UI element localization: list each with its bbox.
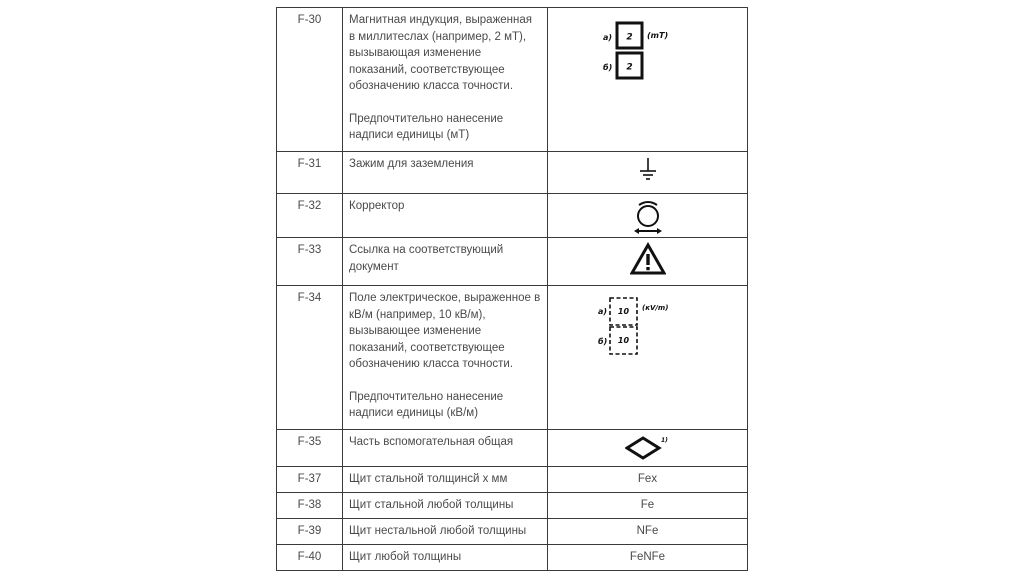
electric-field-symbol xyxy=(598,296,698,362)
row-description: Щит любой толщины xyxy=(343,545,548,571)
row-description: Корректор xyxy=(343,194,548,238)
table-row xyxy=(277,194,748,238)
row-symbol xyxy=(548,430,748,467)
row-description: Зажим для заземления xyxy=(343,152,548,194)
table-row xyxy=(277,467,748,493)
zero-corrector-icon xyxy=(631,198,665,236)
svg-text:(mT): (mT) xyxy=(646,31,668,40)
row-symbol xyxy=(548,8,748,152)
row-code: F-37 xyxy=(277,467,343,493)
svg-text:2: 2 xyxy=(625,62,633,73)
row-description: Часть вспомогательная общая xyxy=(343,430,548,467)
row-symbol xyxy=(548,194,748,238)
svg-text:б): б) xyxy=(597,337,607,346)
row-code: F-32 xyxy=(277,194,343,238)
svg-text:(кV/m): (кV/m) xyxy=(641,304,668,312)
row-code: F-38 xyxy=(277,493,343,519)
ground-terminal-icon xyxy=(638,156,658,182)
row-code: F-33 xyxy=(277,238,343,286)
row-symbol xyxy=(548,152,748,194)
table-row xyxy=(277,493,748,519)
svg-text:10: 10 xyxy=(617,307,629,316)
row-description: Щит нестальной любой толщины xyxy=(343,519,548,545)
svg-text:10: 10 xyxy=(617,336,629,345)
row-symbol-text: Fe xyxy=(548,493,748,519)
row-code: F-39 xyxy=(277,519,343,545)
symbols-table xyxy=(276,7,748,571)
svg-text:1): 1) xyxy=(660,437,668,444)
row-description xyxy=(343,8,548,152)
description-text: Магнитная индукция, выраженная в миллитеслах (например, 2 мТ), вызывающая изменение показаний, соответствующее обозначению класса точности. xyxy=(349,14,532,92)
svg-text:а): а) xyxy=(597,307,607,316)
row-code: F-31 xyxy=(277,152,343,194)
table-row xyxy=(277,545,748,571)
row-symbol-text: FeNFe xyxy=(548,545,748,571)
svg-text:б): б) xyxy=(602,63,612,72)
row-description: Щит стальной любой толщины xyxy=(343,493,548,519)
svg-text:2: 2 xyxy=(625,32,633,43)
row-description xyxy=(343,286,548,430)
description-note: Предпочтительно нанесение надписи единицы (кВ/м) xyxy=(349,390,504,419)
row-code: F-40 xyxy=(277,545,343,571)
row-symbol-text: Fex xyxy=(548,467,748,493)
table-row xyxy=(277,152,748,194)
magnetic-induction-symbol xyxy=(603,20,693,84)
row-description: Щит стальной толщинсй х мм xyxy=(343,467,548,493)
row-code: F-30 xyxy=(277,8,343,152)
table-row xyxy=(277,8,748,152)
description-note: Предпочтительно нанесение надписи единицы (мТ) xyxy=(349,112,504,141)
row-code: F-34 xyxy=(277,286,343,430)
table-row xyxy=(277,238,748,286)
description-text: Поле электрическое, выраженное в кВ/м (например, 10 кВ/м), вызывающее изменение показаний, соответствующее обозначению класса точности. xyxy=(349,292,541,370)
warning-triangle-icon xyxy=(630,242,666,276)
svg-text:а): а) xyxy=(602,33,612,42)
row-symbol xyxy=(548,238,748,286)
auxiliary-part-diamond-icon xyxy=(625,434,671,462)
table-row xyxy=(277,519,748,545)
row-code: F-35 xyxy=(277,430,343,467)
row-symbol-text: NFe xyxy=(548,519,748,545)
row-description: Ссылка на соответствующий документ xyxy=(343,238,548,286)
table-row xyxy=(277,430,748,467)
table-row xyxy=(277,286,748,430)
row-symbol xyxy=(548,286,748,430)
